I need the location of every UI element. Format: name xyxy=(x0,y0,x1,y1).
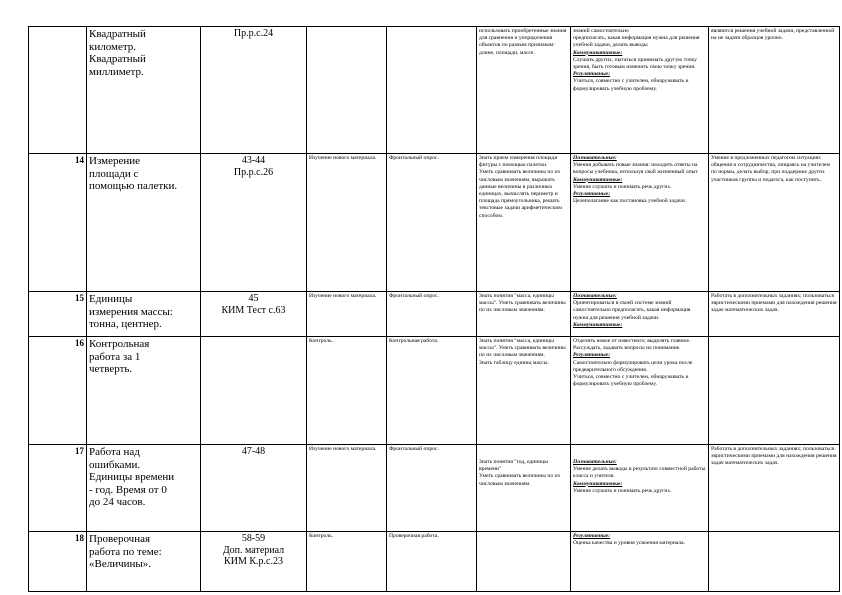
pages-line: 45 xyxy=(248,293,259,304)
pages-line: Доп. материал xyxy=(222,544,285,556)
pages-line: КИМ Тест с.63 xyxy=(221,304,286,316)
table-body xyxy=(29,27,840,592)
pages-line: 43-44 xyxy=(241,155,266,166)
subject-results-line: Знать понятия "год, единицы времени" xyxy=(479,459,548,473)
meta-section-heading: Коммуникативные: xyxy=(573,321,623,328)
topic-line: площади с xyxy=(89,167,139,180)
meta-results xyxy=(571,532,709,592)
lesson-type: Изучение нового материала. xyxy=(307,154,387,292)
lesson-number xyxy=(29,27,87,154)
topic-line: работа за 1 xyxy=(89,350,141,363)
lesson-number: 18 xyxy=(29,532,87,592)
lesson-pages xyxy=(201,337,307,445)
personal-results-line: Работать в дополнительных заданиях; пользоваться эвристическими приемами для нахождения решения задач математических задач. xyxy=(711,446,837,467)
topic-line: Проверочная xyxy=(89,533,151,545)
control-form: Проверочная работа. xyxy=(387,532,477,592)
control-form xyxy=(387,27,477,154)
subject-results-line: Знать понятия "масса, единицы массы". Уметь сравнивать величины по их числовым значениям. xyxy=(479,338,566,359)
meta-results-line: Целеполагание как постановка учебной задачи. xyxy=(573,198,687,205)
lesson-pages xyxy=(201,292,307,337)
personal-results-line: являются решения учебной задачи, представленной на не задачи образцов урочно. xyxy=(711,28,835,42)
subject-results-line: использовать приобретенные знания для сравнения и упорядочения объектов по разным признакам: длине, площади, массе. xyxy=(479,28,567,56)
topic-line: Квадратный xyxy=(89,53,146,65)
topic-line: тонна, центнер. xyxy=(89,318,162,330)
pages-line: 47-48 xyxy=(241,446,266,457)
subject-results xyxy=(477,292,571,337)
topic-line: помощью палетки. xyxy=(89,180,178,192)
table-row xyxy=(29,27,840,154)
control-form: Фронтальный опрос. xyxy=(387,154,477,292)
personal-results xyxy=(709,337,840,445)
meta-results-line: Учиться, совместно с учителем, обнаруживать и формулировать учебную проблему. xyxy=(573,374,689,388)
meta-results-line: предполагать, какая информация нужна для решения учебной задачи, делать выводы xyxy=(573,35,700,49)
pages-line: Пр.р.с.24 xyxy=(233,28,274,39)
personal-results-line: Умение в предложенных педагогом ситуациях общения и сотрудничества, опираясь на учителем по нормы, делать выбор, при поддержке других участников группы и педагога, как поступить. xyxy=(711,155,831,183)
meta-results xyxy=(571,337,709,445)
meta-results-line: Самостоятельно формулировать цели урока после предварительного обсуждения. xyxy=(573,359,693,373)
meta-section-heading: Регулятивные: xyxy=(573,533,611,539)
lesson-topic xyxy=(87,27,201,154)
meta-section-heading: Регулятивные: xyxy=(573,191,611,198)
topic-line: до 24 часов. xyxy=(89,496,146,508)
table-row xyxy=(29,154,840,292)
lesson-number: 16 xyxy=(29,337,87,445)
lesson-pages xyxy=(201,27,307,154)
lesson-type: Контроль. xyxy=(307,337,387,445)
lesson-type xyxy=(307,27,387,154)
table-row xyxy=(29,292,840,337)
lesson-topic xyxy=(87,292,201,337)
control-form: Фронтальный опрос. xyxy=(387,292,477,337)
personal-results xyxy=(709,27,840,154)
meta-section-heading: Регулятивные: xyxy=(573,71,611,78)
lesson-number: 15 xyxy=(29,292,87,337)
meta-results xyxy=(571,292,709,337)
topic-line: ошибками. xyxy=(89,458,141,471)
subject-results xyxy=(477,154,571,292)
lesson-topic xyxy=(87,154,201,292)
topic-line: работа по теме: xyxy=(89,545,162,558)
meta-results-line: Умение делать выводы в результате совместной работы класса и учителя. xyxy=(573,466,706,480)
personal-results xyxy=(709,154,840,292)
topic-line: Квадратный xyxy=(89,28,146,40)
pages-line: Пр.р.с.26 xyxy=(233,166,274,178)
pages-line: КИМ К.р.с.23 xyxy=(224,556,283,567)
lesson-pages xyxy=(201,532,307,592)
meta-results xyxy=(571,154,709,292)
topic-line: - год. Время от 0 xyxy=(89,483,167,496)
subject-results-line: Знать понятия "масса, единицы массы". Уметь сравнивать величины по их числовым значениям. xyxy=(479,293,566,314)
meta-section-heading: Коммуникативные: xyxy=(573,176,623,183)
topic-line: «Величины». xyxy=(89,558,152,570)
subject-results-line: Уметь сравнивать величины по их числовым значениям. xyxy=(479,473,561,487)
lesson-type: Изучение нового материала. xyxy=(307,445,387,532)
topic-line: Контрольная xyxy=(89,338,150,350)
meta-results-line: Слушать других, пытаться принимать другую точку зрения, быть готовым изменить свою точку зрения. xyxy=(573,56,697,71)
lesson-topic xyxy=(87,532,201,592)
subject-results xyxy=(477,445,571,532)
meta-results-line: Учиться, совместно с учителем, обнаруживать и формулировать учебную проблему. xyxy=(573,78,689,92)
meta-results xyxy=(571,445,709,532)
lesson-pages xyxy=(201,445,307,532)
topic-line: Работа над xyxy=(89,446,140,458)
subject-results xyxy=(477,532,571,592)
meta-section-heading: Коммуникативные: xyxy=(573,480,623,487)
lesson-type: Изучение нового материала. xyxy=(307,292,387,337)
lesson-topic xyxy=(87,337,201,445)
control-form: Фронтальный опрос. xyxy=(387,445,477,532)
table-row xyxy=(29,445,840,532)
meta-section-heading: Коммуникативные: xyxy=(573,49,623,56)
meta-results-line: Ориентироваться в своей системе знаний самостоятельно предполагать, какая информация нужна для решения учебной задачи. xyxy=(573,300,691,321)
table-row xyxy=(29,532,840,592)
meta-results-line: знаний самостоятельно xyxy=(573,28,629,34)
subject-results-line: Знать таблицу единиц массы. xyxy=(479,359,549,366)
meta-section-heading: Познавательные: xyxy=(573,459,617,465)
subject-results-line: Уметь сравнивать величины по их числовым значениям, выражать данные величины в различных единицах, вычислять периметр и площадь прямоугольника, решать текстовые задачи арифметическим способом. xyxy=(479,169,562,219)
topic-line: миллиметр. xyxy=(89,65,144,78)
meta-results-line: Отделять новое от известного; выделять главное. Рассуждать, задавать вопросы на понимание. xyxy=(573,338,691,352)
meta-results-line: Оценка качества и уровня усвоения материала. xyxy=(573,540,686,547)
meta-results-line: Умение слушать и понимать речь других. xyxy=(573,487,672,494)
lesson-topic xyxy=(87,445,201,532)
topic-line: четверть. xyxy=(89,363,133,375)
meta-results-line: Умение слушать и понимать речь других. xyxy=(573,183,672,190)
meta-section-heading: Познавательные: xyxy=(573,293,617,299)
topic-line: Единицы времени xyxy=(89,471,175,483)
meta-results xyxy=(571,27,709,154)
topic-line: Единицы xyxy=(89,293,133,305)
lesson-plan-table xyxy=(28,26,840,592)
lesson-type: Контроль. xyxy=(307,532,387,592)
lesson-number: 17 xyxy=(29,445,87,532)
personal-results xyxy=(709,292,840,337)
lesson-pages xyxy=(201,154,307,292)
lesson-number: 14 xyxy=(29,154,87,292)
subject-results xyxy=(477,27,571,154)
topic-line: Измерение xyxy=(89,155,141,167)
pages-line: 58-59 xyxy=(241,533,266,544)
topic-line: измерения массы: xyxy=(89,305,173,318)
personal-results xyxy=(709,445,840,532)
meta-results-line: Умения добывать новые знания: находить ответы на вопросы учебника, используя свой жизненный опыт xyxy=(573,162,698,176)
personal-results-line: Работать в дополнительных заданиях; пользоваться эвристическими приемами для нахождения решения задач математических задач. xyxy=(711,293,837,314)
topic-line: километр. xyxy=(89,40,137,53)
subject-results xyxy=(477,337,571,445)
control-form: Контрольная работа. xyxy=(387,337,477,445)
meta-section-heading: Познавательные: xyxy=(573,155,617,161)
table-row xyxy=(29,337,840,445)
meta-section-heading: Регулятивные: xyxy=(573,352,611,359)
subject-results-line: Знать прием измерения площади фигуры с помощью палетки. xyxy=(479,155,558,169)
personal-results xyxy=(709,532,840,592)
